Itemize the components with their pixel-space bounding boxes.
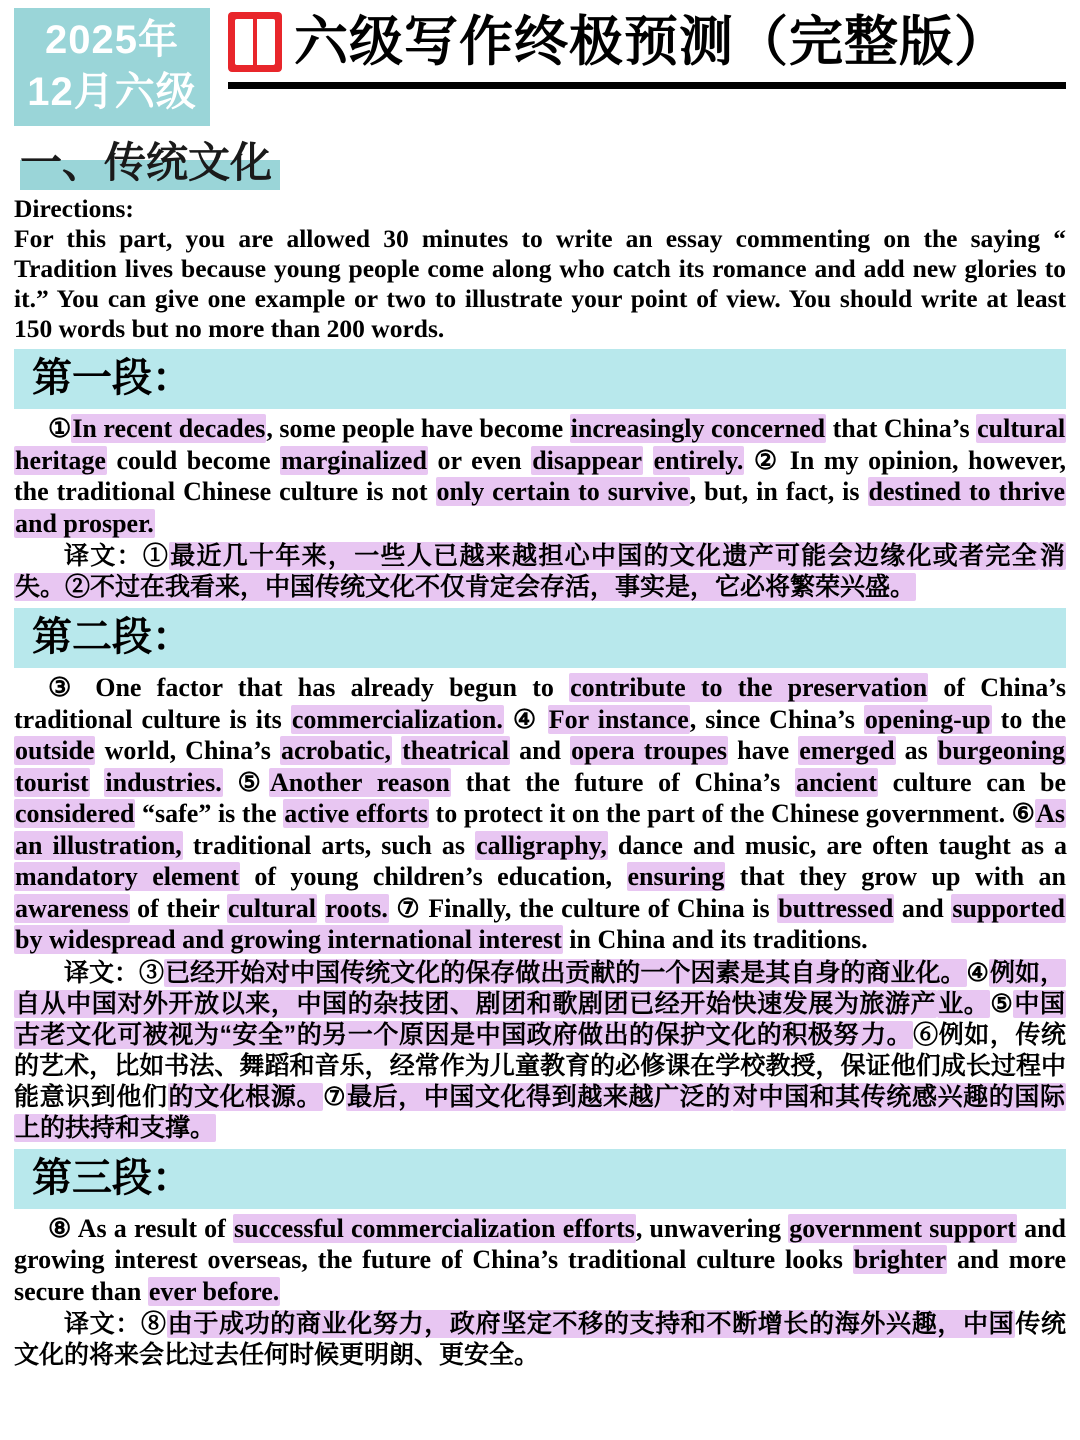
paragraph-translation-1 — [14, 541, 1066, 603]
paragraph-english-2: ③ One factor that has already begun to contribute to the preservation of China’s traditional culture is its commercialization. ④ For instance, since China’s opening-up to the outside world, China’s acrobatic, theatrical and opera troupes have emerged as burgeoning tourist industries. ⑤Another reason that the future of China’s ancient culture can be considered “safe” is the active efforts to protect it on the part of the Chinese government. ⑥As an illustration, traditional arts, such as calligraphy, dance and music, are often taught as a mandatory element of young children’s education, ensuring that they grow up with an awareness of their cultural roots. ⑦ Finally, the culture of China is buttressed and supported by widespread and growing international interest in China and its traditions. — [14, 673, 1068, 954]
paragraph-translation-3 — [14, 1309, 1066, 1371]
directions-text: For this part, you are allowed 30 minutes to write an essay commenting on the saying “ Tradition lives because young people come along who catch its romance and add new glories to it.” You can give one example or two to illustrate your point of view. You should write at least 150 words but no more than 200 words. — [14, 224, 1066, 343]
title-row — [228, 12, 1066, 72]
paragraph-banner-2: 第二段： — [14, 608, 1066, 668]
section-heading: 一、传统文化 — [20, 138, 280, 190]
paragraph-banner-1: 第一段： — [14, 349, 1066, 409]
translation-text-2: ③已经开始对中国传统文化的保存做出贡献的一个因素是其自身的商业化。④例如，自从中国对外开放以来，中国的杂技团、剧团和歌剧团已经开始快速发展为旅游产业。⑤中国古老文化可被视为“安全”的另一个原因是中国政府做出的保护文化的积极努力。⑥例如，传统的艺术，比如书法、舞蹈和音乐，经常作为儿童教育的必修课在学校教授，保证他们成长过程中能意识到他们的文化根源。⑦最后，中国文化得到越来越广泛的对中国和其传统感兴趣的国际上的扶持和支撑。 — [14, 958, 1066, 1142]
page-title: 六级写作终极预测（完整版） — [294, 12, 1009, 72]
translation-label-3: 译文： — [64, 1310, 141, 1338]
paragraph-banner-3: 第三段： — [14, 1149, 1066, 1209]
exam-date-badge — [14, 8, 210, 126]
date-line-1: 2025年 — [45, 18, 179, 62]
translation-text-3: ⑧由于成功的商业化努力，政府坚定不移的支持和不断增长的海外兴趣，中国传统文化的将来会比过去任何时候更明朗、更安全。 — [14, 1310, 1066, 1369]
directions-label: Directions: — [14, 194, 134, 223]
translation-label-2: 译文： — [64, 958, 140, 987]
paragraph-english-1: ①In recent decades, some people have become increasingly concerned that China’s cultural heritage could become marginalized or even disappear entirely. ② In my opinion, however, the traditional Chinese culture is not only certain to survive, but, in fact, is destined to thrive and prosper. — [14, 414, 1066, 538]
directions-block — [14, 194, 1066, 344]
title-underline — [228, 82, 1066, 89]
translation-label-1: 译文： — [64, 542, 143, 570]
date-line-2: 12月六级 — [27, 70, 197, 114]
document-body — [0, 128, 1080, 1371]
page-header — [0, 0, 1080, 128]
translation-text-1: ①最近几十年来，一些人已越来越担心中国的文化遗产可能会边缘化或者完全消失。②不过在我看来，中国传统文化不仅肯定会存活，事实是，它必将繁荣兴盛。 — [15, 542, 1065, 601]
title-area — [228, 8, 1066, 89]
paragraph-translation-2 — [14, 958, 1066, 1144]
paragraph-english-3: ⑧ As a result of successful commercialization efforts, unwavering government support and growing interest overseas, the future of China’s traditional culture looks brighter and more secure than ever before. — [14, 1213, 1067, 1306]
book-icon — [228, 12, 282, 72]
